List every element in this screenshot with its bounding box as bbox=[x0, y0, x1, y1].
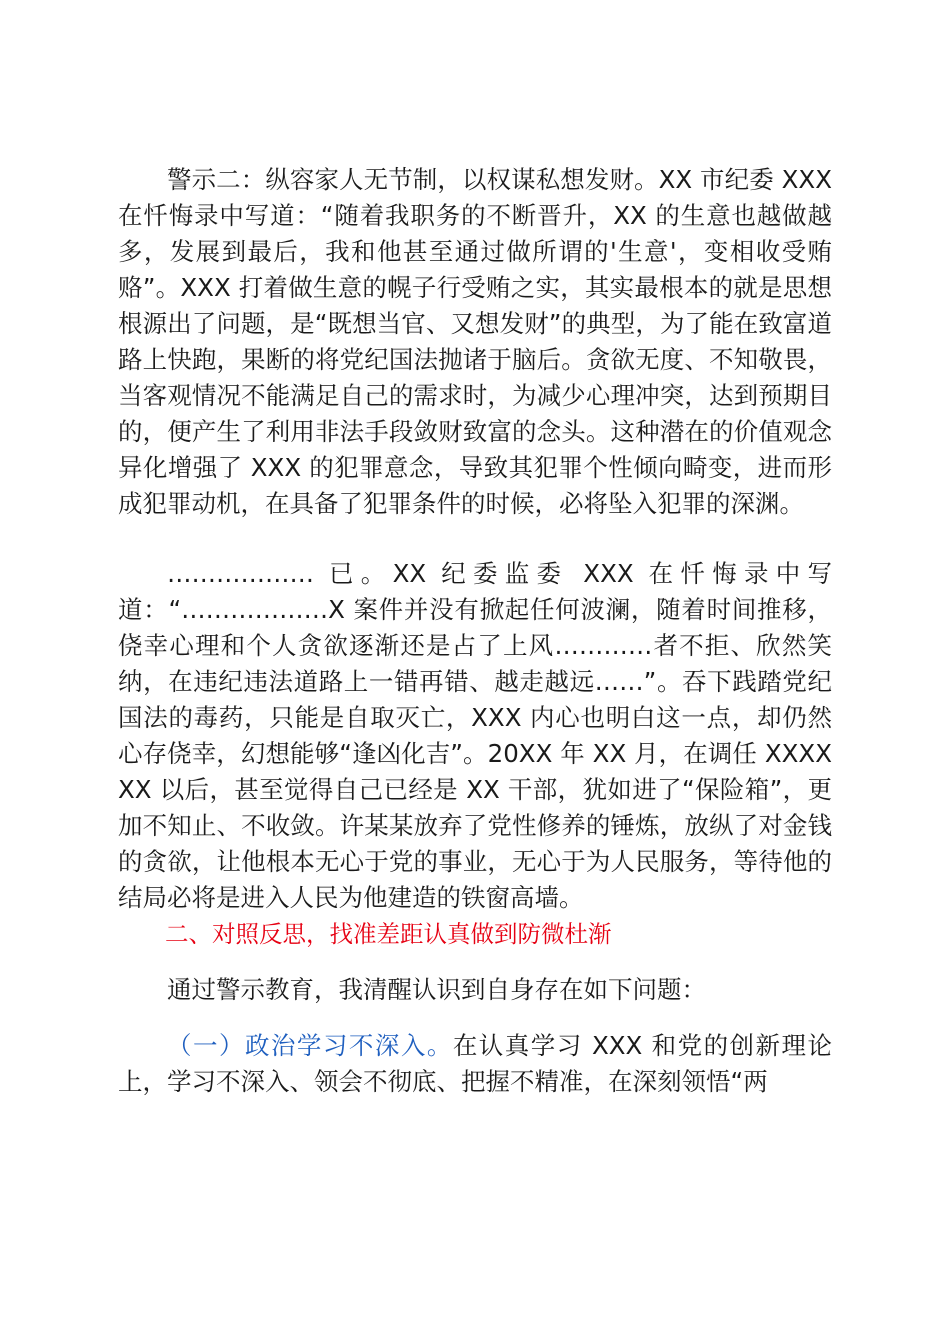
section-heading: 二、对照反思，找准差距认真做到防微杜渐 bbox=[165, 920, 612, 948]
item-one-title: （一）政治学习不深入。 bbox=[167, 1031, 453, 1060]
paragraph-warning-two: 警示二：纵容家人无节制，以权谋私想发财。XX 市纪委 XXX 在忏悔录中写道：“随着我职务的不断晋升，XX 的生意也越做越多，发展到最后，我和他甚至通过做所谓的'生意'，变相收受贿赂”。XXX 打着做生意的幌子行受贿之实，其实最根本的就是思想根源出了问题，是“既想当官、又想发财”的典型，为了能在致富道路上快跑，果断的将党纪国法抛诸于脑后。贪欲无度、不知敬畏，当客观情况不能满足自己的需求时，为减少心理冲突，达到预期目的，便产生了利用非法手段敛财致富的念头。这种潜在的价值观念异化增强了 XXX 的犯罪意念，导致其犯罪个性倾向畸变，进而形成犯罪动机，在具备了犯罪条件的时候，必将坠入犯罪的深渊。 bbox=[118, 165, 832, 518]
intro-paragraph: 通过警示教育，我清醒认识到自身存在如下问题： bbox=[167, 975, 706, 1004]
paragraph-warning-three: ……………… 已。XX 纪委监委 XXX 在忏悔录中写道：“………………X 案件并没有掀起任何波澜，随着时间推移，侥幸心理和个人贪欲逐渐还是占了上风…………者不拒、欣然笑纳，在违纪违法道路上一错再错、越走越远……”。吞下践踏党纪国法的毒药，只能是自取灭亡，XXX 内心也明白这一点，却仍然心存侥幸，幻想能够“逢凶化吉”。20XX 年 XX 月，在调任 XXXXXX 以后，甚至觉得自己已经是 XX 干部，犹如进了“保险箱”，更加不知止、不收敛。许某某放弃了党性修养的锤炼，放纵了对金钱的贪欲，让他根本无心于党的事业，无心于为人民服务，等待他的结局必将是进入人民为他建造的铁窗高墙。 bbox=[118, 559, 832, 912]
document-page bbox=[118, 162, 832, 1100]
item-one-body: 在认真学习 XXX 和党的创新理论上，学习不深入、领会不彻底、把握不精准，在深刻领悟“两 bbox=[118, 1031, 833, 1096]
item-one-paragraph bbox=[118, 1028, 832, 1100]
